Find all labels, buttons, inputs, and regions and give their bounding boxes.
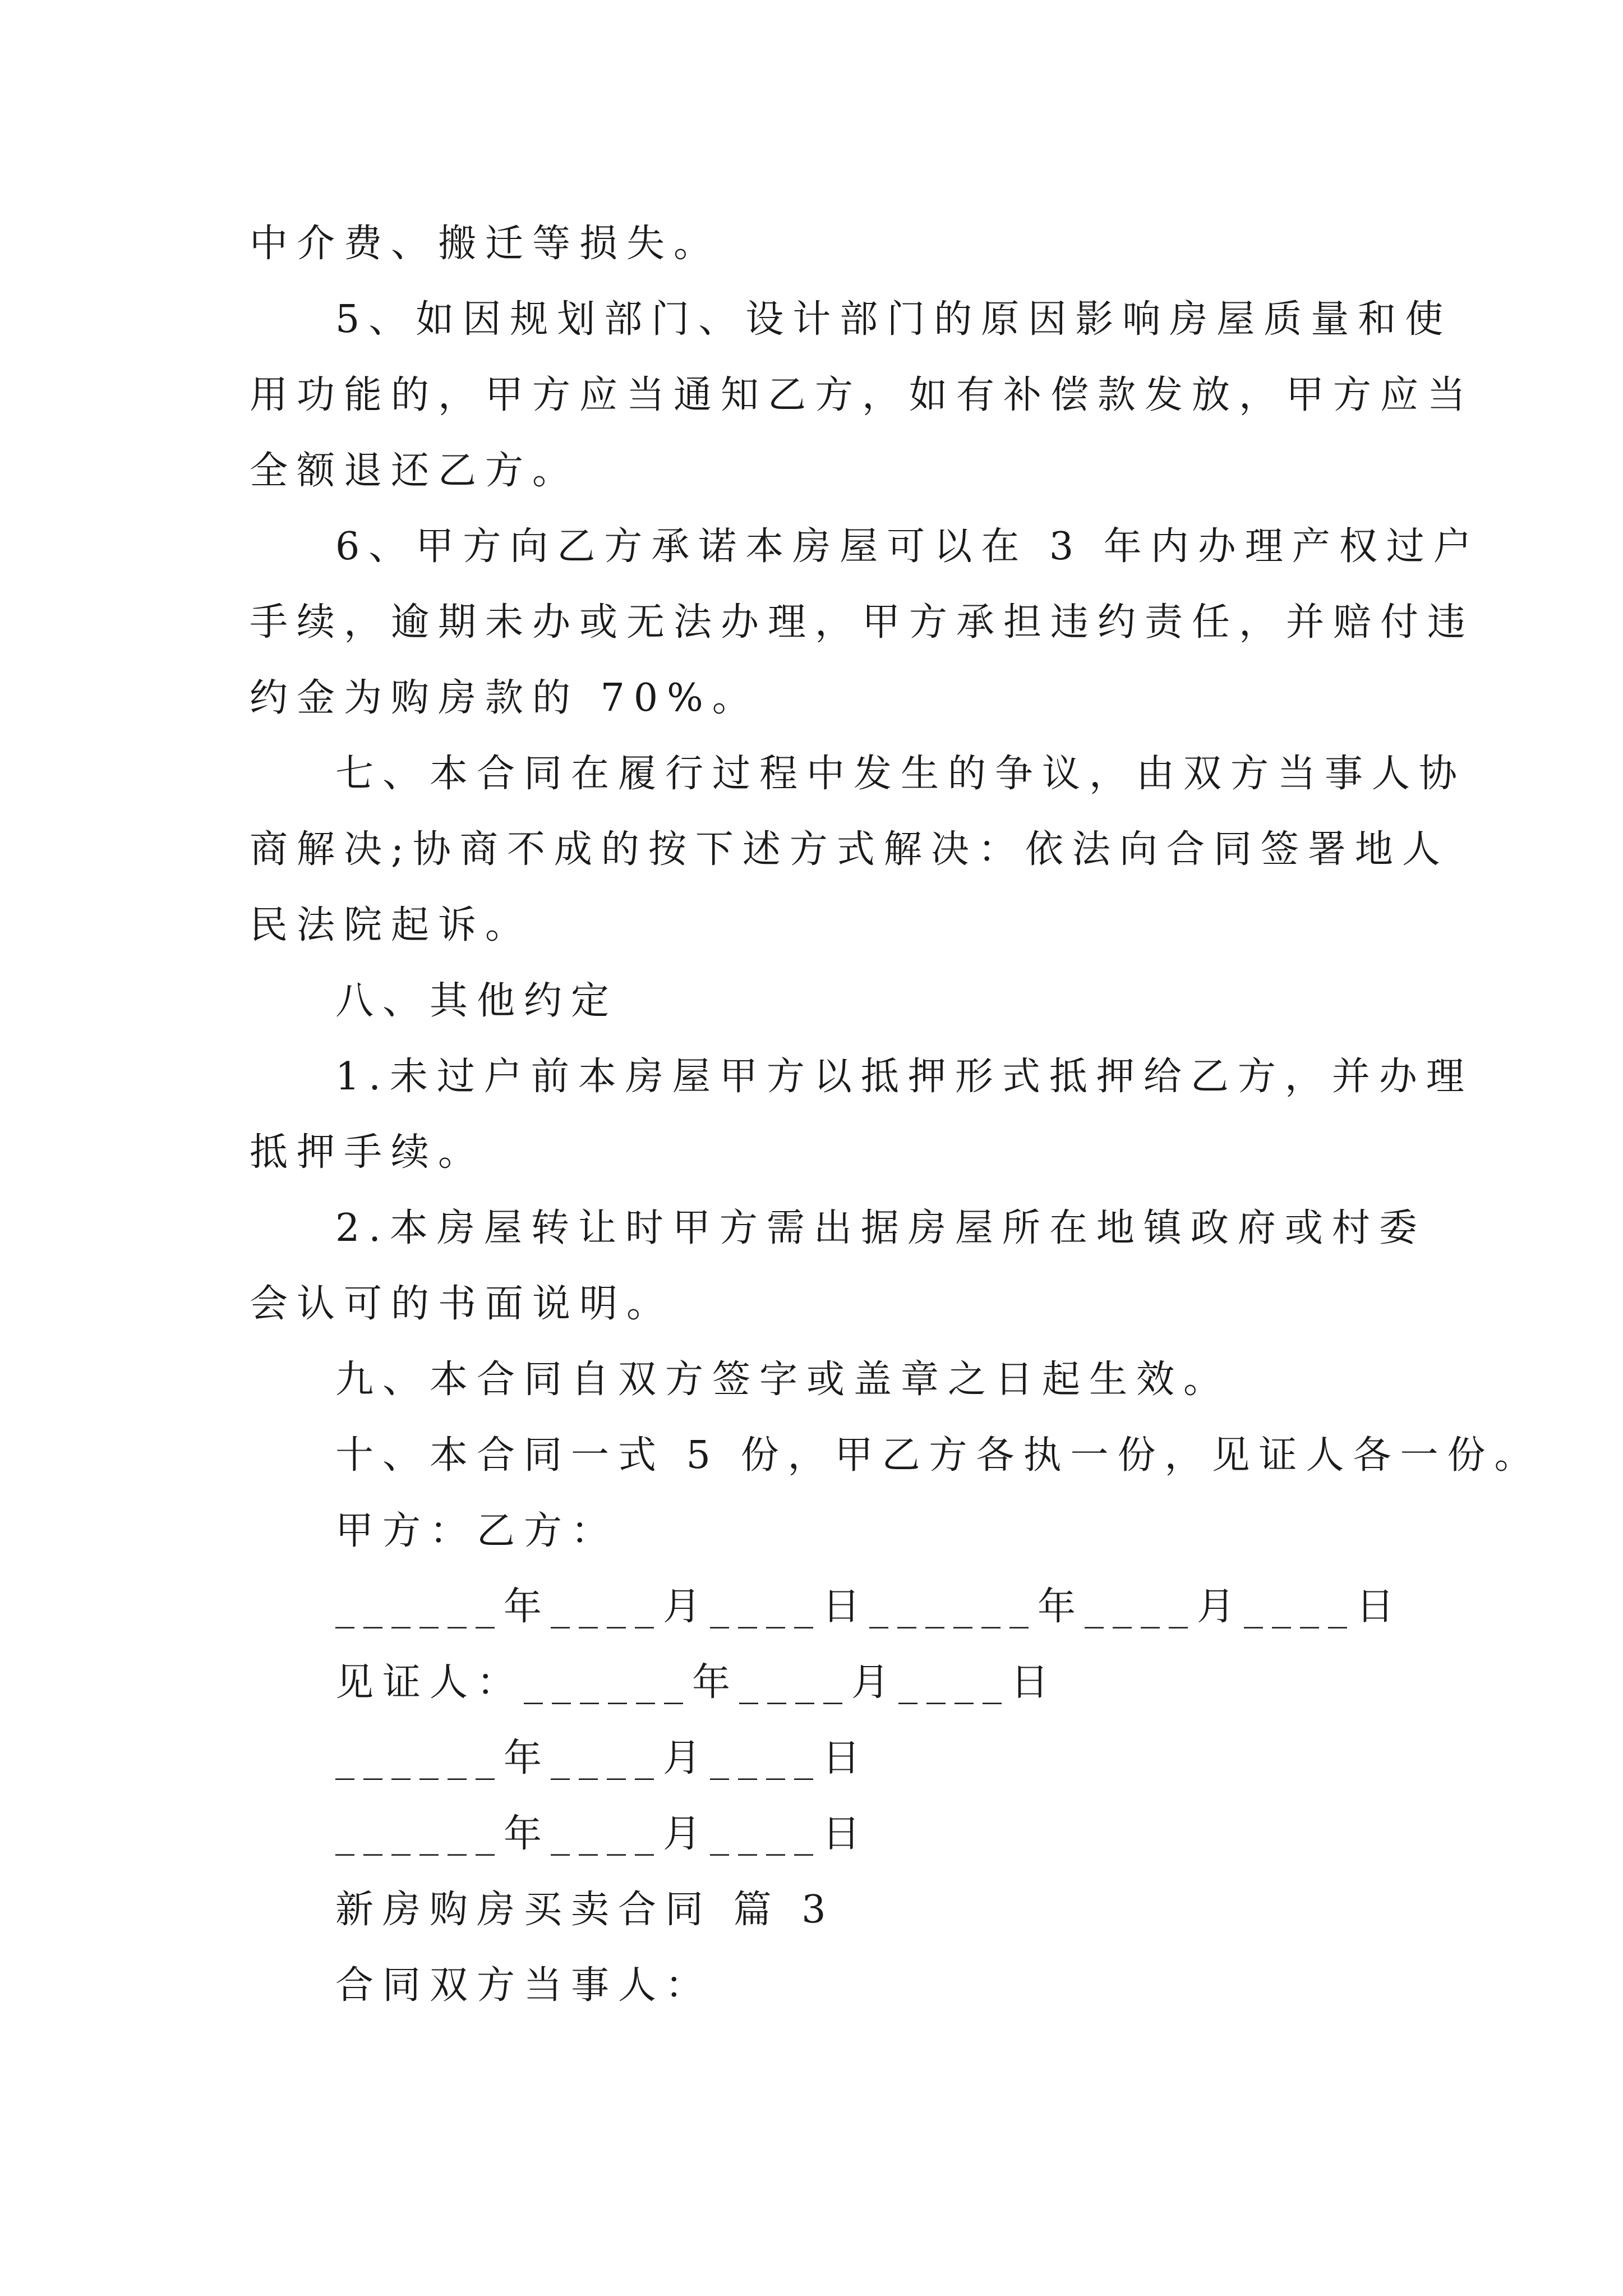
- paragraph-line: 抵押手续。: [250, 1130, 486, 1175]
- paragraph-line: 民法院起诉。: [250, 903, 533, 947]
- paragraph-line: 七、本合同在履行过程中发生的争议，由双方当事人协: [335, 752, 1467, 796]
- witness-date-line: 见证人：______年____月____日: [335, 1660, 1058, 1705]
- party-labels: 甲方：乙方：: [335, 1509, 619, 1553]
- paragraph-line: 中介费、搬迁等损失。: [250, 222, 721, 266]
- paragraph-line: 商解决;协商不成的按下述方式解决：依法向合同签署地人: [250, 827, 1449, 872]
- paragraph-line: 手续，逾期未办或无法办理，甲方承担违约责任，并赔付违: [250, 600, 1475, 645]
- section-heading: 八、其他约定: [335, 979, 619, 1023]
- paragraph-line: 用功能的，甲方应当通知乙方，如有补偿款发放，甲方应当: [250, 373, 1475, 417]
- section-title: 新房购房买卖合同 篇 3: [335, 1888, 835, 1932]
- date-line: ______年____月____日______年____月____日: [335, 1585, 1404, 1629]
- paragraph-line: 全额退还乙方。: [250, 449, 580, 493]
- paragraph-line: 1.未过户前本房屋甲方以抵押形式抵押给乙方，并办理: [335, 1055, 1473, 1099]
- paragraph-line: 会认可的书面说明。: [250, 1282, 674, 1326]
- paragraph-line: 6、甲方向乙方承诺本房屋可以在 3 年内办理产权过户: [335, 524, 1481, 569]
- paragraph-line: 约金为购房款的 70%。: [250, 676, 759, 720]
- date-line: ______年____月____日: [335, 1812, 870, 1856]
- paragraph-line: 合同双方当事人：: [335, 1963, 713, 2008]
- paragraph-line: 九、本合同自双方签字或盖章之日起生效。: [335, 1358, 1231, 1402]
- paragraph-line: 十、本合同一式 5 份，甲乙方各执一份，见证人各一份。: [335, 1433, 1542, 1478]
- date-line: ______年____月____日: [335, 1736, 870, 1780]
- paragraph-line: 5、如因规划部门、设计部门的原因影响房屋质量和使: [335, 297, 1453, 342]
- paragraph-line: 2.本房屋转让时甲方需出据房屋所在地镇政府或村委: [335, 1206, 1426, 1250]
